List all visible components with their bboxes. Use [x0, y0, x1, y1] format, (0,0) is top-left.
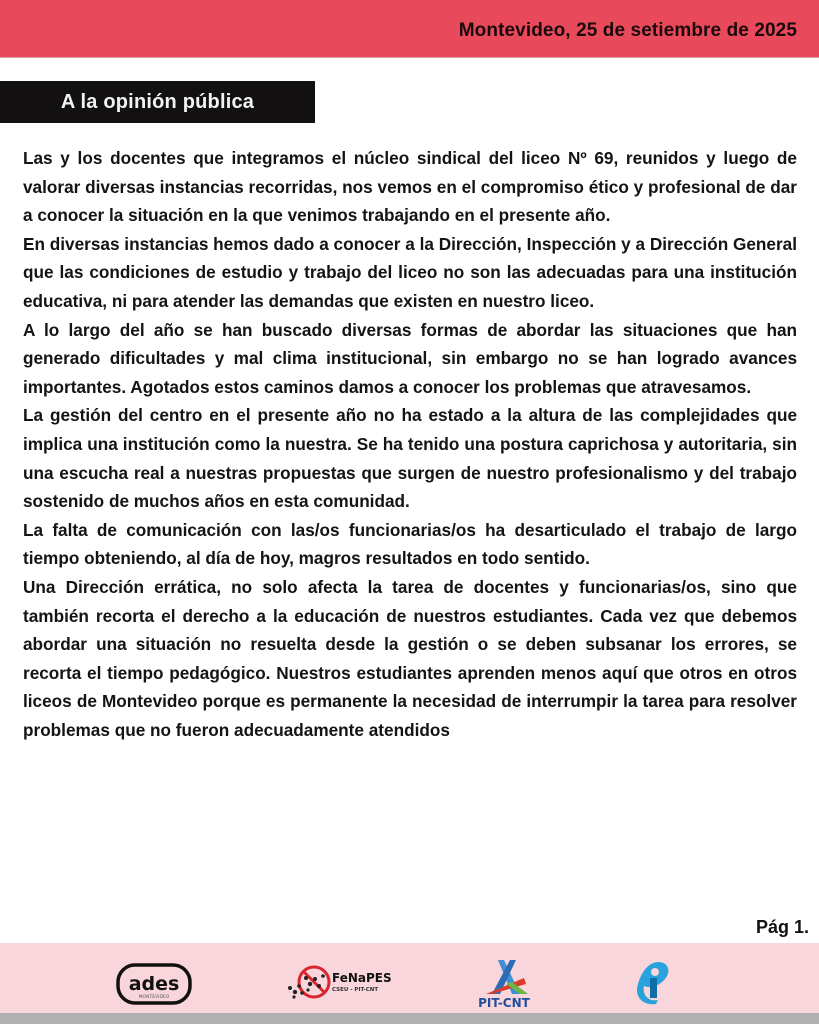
paragraph: La gestión del centro en el presente año no ha estado a la altura de las complejidades que implica una institución como la nuestra. Se ha tenido una postura caprichosa y autoritaria, sin una escucha real a nuestras propuestas que surgen de nuestro profesionalismo y del trabajo sostenido de muchos años en esta comunidad. — [23, 405, 797, 512]
svg-text:FeNaPES: FeNaPES — [332, 971, 392, 985]
document-date: Montevideo, 25 de setiembre de 2025 — [458, 20, 797, 41]
page-number: Pág 1. — [755, 917, 809, 937]
ie-logo-icon — [628, 958, 674, 1006]
svg-text:CSEU - PIT-CNT: CSEU - PIT-CNT — [332, 987, 379, 993]
paragraph: Una Dirección errática, no solo afecta la tarea de docentes y funcionarias/os, sino que también recorta el derecho a la educación de nuestros estudiantes. Cada vez que debemos abordar una situación no resuelta desde la gestión o se deben subsanar los errores, se recorta el tiempo pedagógico. Nuestros estudiantes aprenden menos aquí que otros en otros liceos de Montevideo porque es permanente la necesidad de interrumpir la tarea para resolver problemas que no fueron adecuadamente atendidos — [23, 576, 797, 740]
paragraph: En diversas instancias hemos dado a conocer a la Dirección, Inspección y a Dirección General que las condiciones de estudio y trabajo del liceo no son las adecuadas para una institución educativa, ni para atender las demandas que existen en nuestro liceo. — [23, 233, 797, 311]
paragraph: A lo largo del año se han buscado diversas formas de abordar las situaciones que han generado dificultades y mal clima institucional, sin embargo no se han logrado avances importantes. Agotados estos caminos damos a conocer los problemas que atravesamos. — [23, 319, 797, 397]
paragraph: La falta de comunicación con las/os funcionarias/os ha desarticulado el trabajo de largo tiempo obteniendo, al día de hoy, magros resultados en todo sentido. — [23, 519, 797, 569]
header-bar — [0, 0, 819, 58]
paragraph: Las y los docentes que integramos el núcleo sindical del liceo Nº 69, reunidos y luego de valorar diversas instancias recorridas, nos vemos en el compromiso ético y profesional de dar a conocer la situación en la que venimos trabajando en el presente año. — [23, 148, 797, 226]
title-banner — [0, 81, 315, 123]
letter-body — [23, 144, 797, 744]
ades-logo — [115, 962, 193, 1006]
ie-logo — [628, 958, 674, 1006]
svg-text:PIT-CNT: PIT-CNT — [478, 996, 530, 1010]
svg-text:ades: ades — [128, 973, 180, 995]
footer-bottom-strip — [0, 1013, 819, 1024]
pit-cnt-logo-icon — [470, 958, 538, 1010]
fenapes-logo-icon — [282, 962, 402, 1004]
fenapes-logo — [282, 962, 402, 1004]
pit-cnt-logo — [470, 958, 538, 1010]
document-title: A la opinión pública — [60, 90, 255, 113]
svg-text:MONTEVIDEO: MONTEVIDEO — [138, 995, 170, 1000]
ades-logo-icon — [115, 962, 193, 1006]
